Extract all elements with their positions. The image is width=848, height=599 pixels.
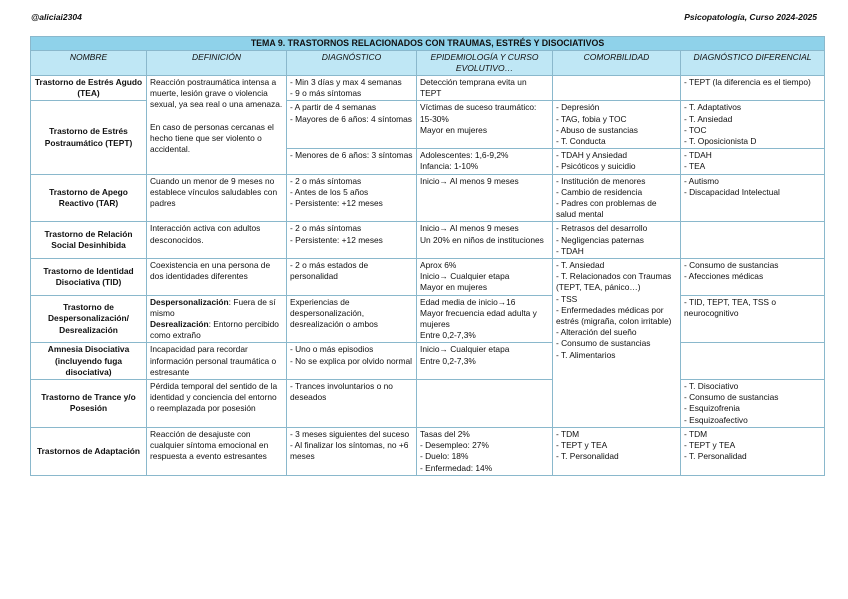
cell-epidemiologia: Detección temprana evita un TEPT [417,76,553,101]
row-name: Trastorno de Relación Social Desinhibida [31,222,147,259]
cell-epidemiologia: Víctimas de suceso traumático: 15-30% Mayor en mujeres [417,101,553,149]
cell-definicion: Incapacidad para recordar información personal traumática o estresante [147,343,287,380]
cell-diagnostico: - Uno o más episodios - No se explica por olvido normal [287,343,417,380]
cell-diferencial: - Consumo de sustancias - Afecciones médicas [681,259,825,296]
row-name: Trastorno de Estrés Postraumático (TEPT) [31,101,147,174]
table-row [31,174,825,222]
table-row [31,295,825,343]
row-name: Trastorno de Identidad Disociativa (TID) [31,259,147,296]
cell-epidemiologia: Adolescentes: 1,6-9,2% Infancia: 1-10% [417,149,553,174]
term-despersonalizacion: Despersonalización [150,296,229,307]
row-name: Trastorno de Trance y/o Posesión [31,380,147,428]
row-name: Trastorno de Apego Reactivo (TAR) [31,174,147,222]
author-handle: @aliciai2304 [31,12,82,22]
row-name: Trastorno de Estrés Agudo (TEA) [31,76,147,101]
term-desrealizacion: Desrealización [150,319,209,330]
cell-epidemiologia: Tasas del 2% - Desempleo: 27% - Duelo: 18% - Enfermedad: 14% [417,427,553,475]
column-header-epidemiologia: EPIDEMIOLOGÍA Y CURSO EVOLUTIVO… [417,51,553,76]
cell-comorbilidad: - Depresión - TAG, fobia y TOC - Abuso de sustancias - T. Conducta [553,101,681,149]
cell-diferencial: - TDM - TEPT y TEA - T. Personalidad [681,427,825,475]
cell-diferencial: - TID, TEPT, TEA, TSS o neurocognitivo [681,295,825,343]
column-header-diagnostico: DIAGNÓSTICO [287,51,417,76]
cell-diagnostico: - Min 3 días y max 4 semanas - 9 o más síntomas [287,76,417,101]
cell-diferencial: - TEPT (la diferencia es el tiempo) [681,76,825,101]
cell-epidemiologia [417,380,553,428]
cell-definicion: Reacción postraumática intensa a muerte, lesión grave o violencia sexual, ya sea real o una amenaza. En caso de personas cercanas el hecho tiene que ser violento o accidental. [147,76,287,175]
cell-epidemiologia: Edad media de inicio→16 Mayor frecuencia edad adulta y mujeres Entre 0,2-7,3% [417,295,553,343]
column-header-comorbilidad: COMORBILIDAD [553,51,681,76]
column-header-nombre: NOMBRE [31,51,147,76]
row-name: Amnesia Disociativa (incluyendo fuga disociativa) [31,343,147,380]
cell-diferencial [681,222,825,259]
table-row [31,343,825,380]
cell-comorbilidad [553,76,681,101]
cell-diferencial: - T. Adaptativos - T. Ansiedad - TOC - T. Oposicionista D [681,101,825,149]
column-header-row [31,51,825,76]
cell-diagnostico: - 3 meses siguientes del suceso - Al finalizar los síntomas, no +6 meses [287,427,417,475]
cell-comorbilidad: - TDM - TEPT y TEA - T. Personalidad [553,427,681,475]
table-row [31,427,825,475]
cell-comorbilidad: - T. Ansiedad - T. Relacionados con Traumas (TEPT, TEA, pánico…) - TSS - Enfermedades médicas por estrés (migraña, colon irritable) - Alteración del sueño - Consumo de sustancias - T. Alimentarios [553,259,681,428]
cell-comorbilidad: - Retrasos del desarrollo - Negligencias paternas - TDAH [553,222,681,259]
cell-definicion: Coexistencia en una persona de dos identidades diferentes [147,259,287,296]
column-header-diferencial: DIAGNÓSTICO DIFERENCIAL [681,51,825,76]
cell-diagnostico: - Trances involuntarios o no deseados [287,380,417,428]
row-name: Trastornos de Adaptación [31,427,147,475]
cell-definicion: Cuando un menor de 9 meses no establece vínculos saludables con padres [147,174,287,222]
row-name: Trastorno de Despersonalización/ Desrealización [31,295,147,343]
cell-diferencial: - TDAH - TEA [681,149,825,174]
disorders-table [30,36,825,476]
table-row [31,259,825,296]
cell-epidemiologia: Inicio→ Al menos 9 meses [417,174,553,222]
cell-epidemiologia: Aprox 6% Inicio→ Cualquier etapa Mayor en mujeres [417,259,553,296]
table-row [31,76,825,101]
table-title-row [31,37,825,51]
cell-diagnostico: - A partir de 4 semanas - Mayores de 6 años: 4 síntomas [287,101,417,149]
cell-comorbilidad: - Institución de menores - Cambio de residencia - Padres con problemas de salud mental [553,174,681,222]
cell-diagnostico: - 2 o más estados de personalidad [287,259,417,296]
cell-comorbilidad: - TDAH y Ansiedad - Psicóticos y suicidio [553,149,681,174]
cell-diagnostico: - 2 o más síntomas - Antes de los 5 años - Persistente: +12 meses [287,174,417,222]
table-title: TEMA 9. TRASTORNOS RELACIONADOS CON TRAUMAS, ESTRÉS Y DISOCIATIVOS [31,37,825,51]
term-desrealizacion-text: : Entorno percibido como extraño [150,319,279,341]
cell-definicion: Interacción activa con adultos desconocidos. [147,222,287,259]
cell-definicion: Reacción de desajuste con cualquier síntoma emocional en respuesta a evento estresantes [147,427,287,475]
cell-epidemiologia: Inicio→ Al menos 9 meses Un 20% en niños de instituciones [417,222,553,259]
term-despersonalizacion-text: : Fuera de sí mismo [150,296,276,318]
table-row [31,222,825,259]
cell-definicion: Pérdida temporal del sentido de la identidad y conciencia del entorno o reemplazada por posesión [147,380,287,428]
cell-diferencial: - Autismo - Discapacidad Intelectual [681,174,825,222]
table-row [31,380,825,428]
cell-diferencial [681,343,825,380]
column-header-definicion: DEFINICIÓN [147,51,287,76]
cell-definicion [147,295,287,343]
cell-epidemiologia: Inicio→ Cualquier etapa Entre 0,2-7,3% [417,343,553,380]
cell-diagnostico: Experiencias de despersonalización, desrealización o ambos [287,295,417,343]
cell-diferencial: - T. Disociativo - Consumo de sustancias - Esquizofrenia - Esquizoafectivo [681,380,825,428]
course-title: Psicopatología, Curso 2024-2025 [684,12,817,22]
cell-diagnostico: - 2 o más síntomas - Persistente: +12 meses [287,222,417,259]
cell-diagnostico: - Menores de 6 años: 3 síntomas [287,149,417,174]
